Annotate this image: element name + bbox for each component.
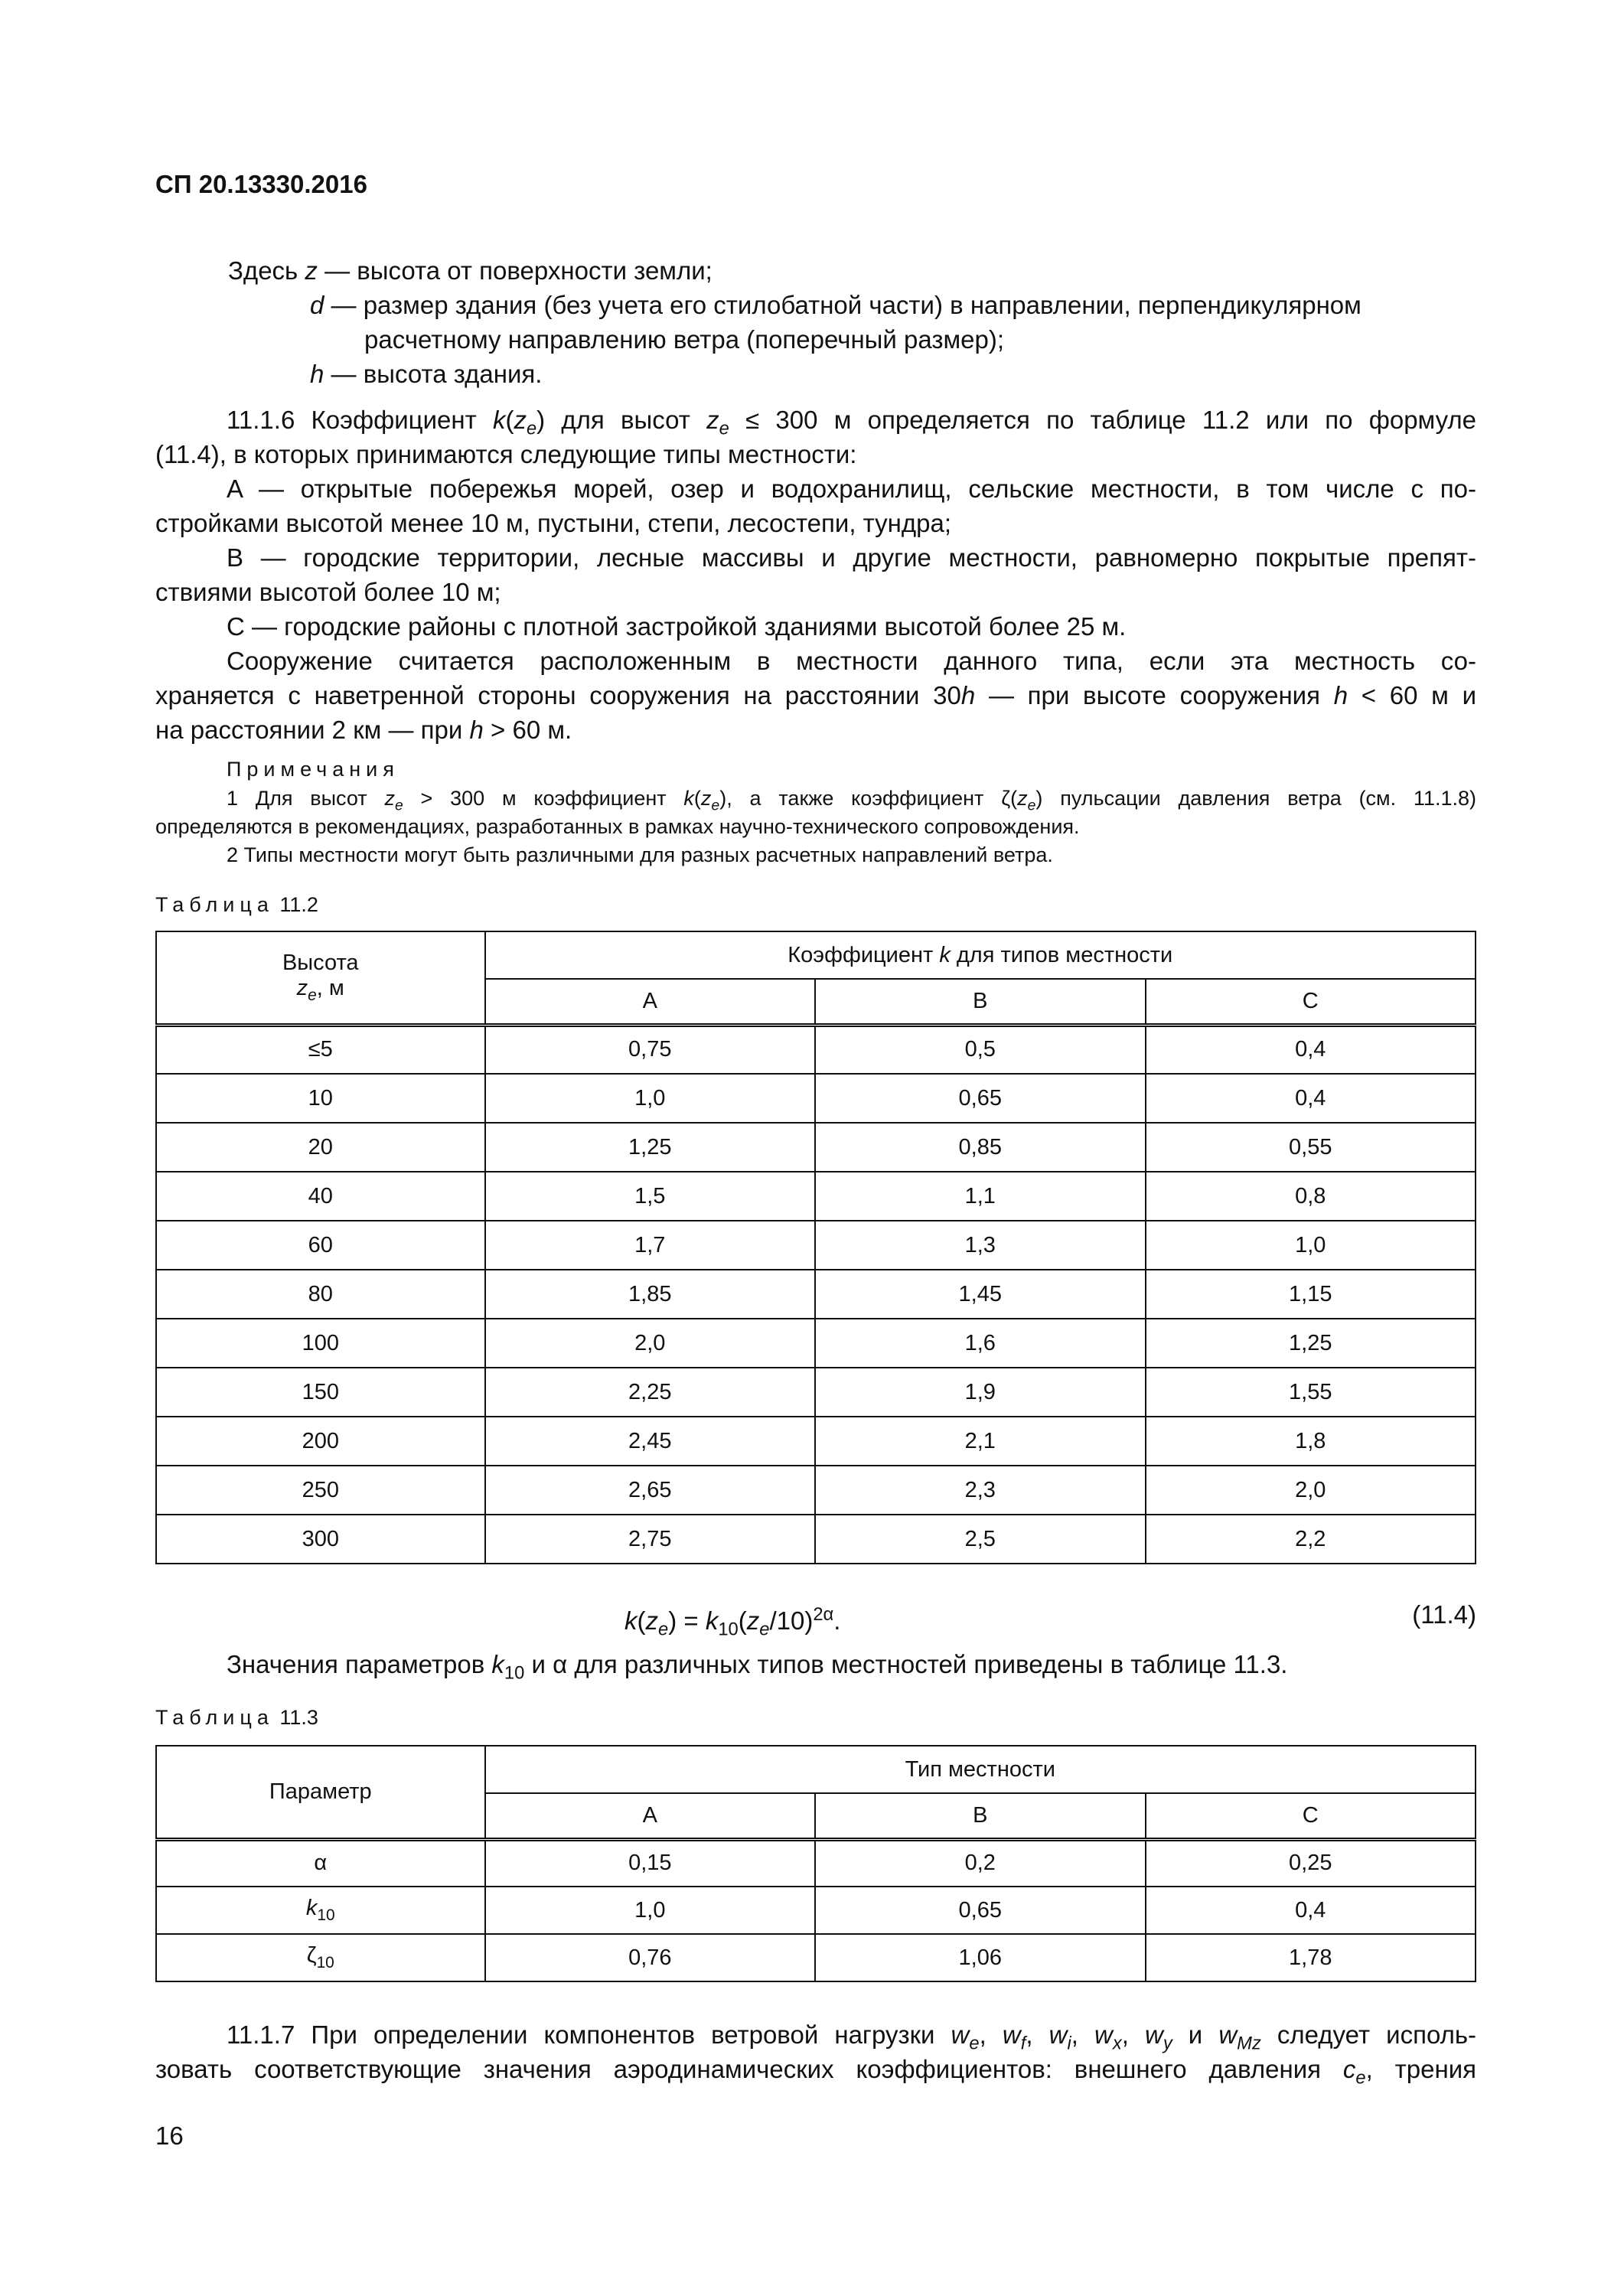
symbol-z: z	[1017, 787, 1028, 810]
text: и	[1172, 2020, 1219, 2049]
height-cell: 300	[156, 1515, 485, 1564]
table-row	[156, 1417, 1476, 1466]
header-col-b: B	[815, 979, 1145, 1025]
coefficient-cell: 2,5	[815, 1515, 1145, 1564]
table-row	[156, 1270, 1476, 1319]
symbol-z: z	[645, 1606, 658, 1635]
header-terrain-type: Тип местности	[485, 1746, 1476, 1793]
caption-number: 11.2	[279, 893, 318, 916]
coefficient-cell: 2,0	[485, 1319, 815, 1368]
para-1116-line-8: Сооружение считается расположенным в местности данного типа, если эта местность со-	[227, 647, 1476, 675]
text: храняется с наветренной стороны сооружения на расстоянии 30	[155, 681, 961, 709]
text: , а также коэффициент ζ(	[726, 787, 1018, 810]
header-parameter: Параметр	[156, 1746, 485, 1839]
header-coefficient	[485, 931, 1476, 979]
table-row	[156, 1466, 1476, 1515]
symbol-k: k	[624, 1606, 638, 1635]
subscript-10: 10	[316, 1953, 334, 1971]
text: — при высоте сооружения	[975, 681, 1334, 709]
subscript-10: 10	[504, 1662, 525, 1684]
symbol-zeta: ζ	[306, 1943, 317, 1968]
definitions-line-d-cont: расчетному направлению ветра (поперечный размер);	[364, 325, 1005, 354]
symbol-z: z	[305, 256, 318, 285]
subscript-e: e	[711, 797, 720, 814]
definitions-intro: Здесь	[228, 256, 298, 285]
header-height-label: Высота	[282, 950, 359, 975]
w-f: $w_f$	[1002, 2020, 1026, 2054]
symbol-z: z	[296, 975, 308, 1000]
symbol-h: h	[310, 360, 324, 388]
coefficient-cell: 1,7	[485, 1221, 815, 1270]
subscript-e: e	[526, 418, 537, 439]
table-row	[156, 1368, 1476, 1417]
coefficient-cell: 0,4	[1146, 1074, 1476, 1123]
symbol-h: h	[469, 716, 484, 744]
definitions-line-z	[228, 253, 713, 288]
coefficient-cell: 2,25	[485, 1368, 815, 1417]
table-row	[156, 1172, 1476, 1221]
w-mz: $w_{Mz}$	[1218, 2020, 1261, 2054]
header-col-c: C	[1146, 1793, 1476, 1839]
subscript-e: e	[759, 1619, 770, 1640]
coefficient-cell: 1,25	[1146, 1319, 1476, 1368]
w-e: $w_e$	[951, 2020, 980, 2054]
text: ≤ 300 м определяется по таблице 11.2 или по формуле	[729, 406, 1476, 434]
header-col-a: A	[485, 1793, 815, 1839]
row-param-k10	[156, 1887, 485, 1934]
subscript-e: e	[394, 797, 403, 814]
coefficient-cell: 1,45	[815, 1270, 1145, 1319]
w-x: $w_x$	[1094, 2020, 1122, 2054]
coefficient-cell: 1,85	[485, 1270, 815, 1319]
subscript-e: e	[719, 418, 729, 439]
symbol-k: k	[683, 787, 694, 810]
header-col-a: A	[485, 979, 815, 1025]
symbol-z: z	[706, 406, 719, 434]
note-1-line-1: 1 Для высот $z_e > 300$ м коэффициент $k(z_e)$, а также коэффициент $\zeta(z_e)$ пульсации давления ветра (см. 11.1.8)	[227, 787, 1476, 814]
subscript-e: e	[1027, 797, 1036, 814]
coefficient-cell: 0,8	[1146, 1172, 1476, 1221]
definition-text: высота от поверхности земли;	[357, 256, 713, 285]
symbol-z: z	[700, 787, 712, 810]
symbol-z: z	[514, 406, 527, 434]
symbol-h: h	[1333, 681, 1348, 709]
coefficient-cell: 1,55	[1146, 1368, 1476, 1417]
caption-word: Таблица	[155, 1706, 274, 1729]
header-col-c: C	[1146, 979, 1476, 1025]
coefficient-cell: 2,45	[485, 1417, 815, 1466]
para-1116-line-7: C — городские районы с плотной застройкой зданиями высотой более 25 м.	[227, 612, 1127, 641]
dash: —	[324, 291, 364, 319]
coefficient-cell: 1,0	[485, 1074, 815, 1123]
para-1116-line-5: B — городские территории, лесные массивы и другие местности, равномерно покрытые препят-	[227, 543, 1476, 572]
header-height	[156, 931, 485, 1025]
table-row	[156, 1025, 1476, 1074]
symbol-z: z	[746, 1606, 760, 1635]
formula-11-4: $k(z_e) = k_{10}(z_e/10)^{2\alpha}$.	[624, 1604, 841, 1640]
note-2: 2 Типы местности могут быть различными для разных расчетных направлений ветра.	[227, 843, 1053, 866]
table-cell: 0,2	[815, 1839, 1145, 1887]
coefficient-cell: 0,65	[815, 1074, 1145, 1123]
exponent: 2α	[813, 1604, 834, 1625]
table-row	[156, 1319, 1476, 1368]
height-cell: 200	[156, 1417, 485, 1466]
height-cell: 150	[156, 1368, 485, 1417]
text: зовать соответствующие значения аэродинамических коэффициентов: внешнего давления	[155, 2055, 1343, 2083]
table-11-3	[155, 1745, 1476, 1982]
coefficient-cell: 0,55	[1146, 1123, 1476, 1172]
symbol-k: k	[492, 406, 506, 434]
symbol-h: h	[960, 681, 976, 709]
symbol-k: k	[305, 1896, 318, 1921]
table-row	[156, 1221, 1476, 1270]
subscript-e: e	[308, 986, 317, 1004]
equals: =	[677, 1606, 706, 1635]
coefficient-cell: 1,9	[815, 1368, 1145, 1417]
coefficient-cell: 2,1	[815, 1417, 1145, 1466]
table-row	[156, 1515, 1476, 1564]
height-cell: 10	[156, 1074, 485, 1123]
symbol-d: d	[310, 291, 324, 319]
text: на расстоянии 2 км — при	[155, 716, 470, 744]
table-row	[156, 1123, 1476, 1172]
para-1116-line-4: стройками высотой менее 10 м, пустыни, степи, лесостепи, тундра;	[155, 509, 952, 537]
table-row	[156, 1934, 1476, 1981]
text: , трения	[1365, 2055, 1476, 2083]
text: 1 Для высот	[227, 787, 385, 810]
symbol-k: k	[705, 1606, 719, 1635]
coefficient-cell: 1,3	[815, 1221, 1145, 1270]
coefficient-cell: 2,75	[485, 1515, 815, 1564]
header-col-b: B	[815, 1793, 1145, 1839]
document-code: СП 20.13330.2016	[155, 170, 367, 198]
table-cell: 0,65	[815, 1887, 1145, 1934]
para-1116-line-6: ствиями высотой более 10 м;	[155, 578, 501, 606]
row-param-zeta10	[156, 1934, 485, 1981]
coefficient-cell: 2,0	[1146, 1466, 1476, 1515]
para-params	[227, 1647, 1287, 1691]
c-e: $c_e$	[1342, 2055, 1366, 2089]
subscript-10: 10	[317, 1906, 335, 1924]
text: > 300 м коэффициент	[403, 787, 684, 810]
dash: —	[317, 256, 357, 285]
page-number: 16	[155, 2122, 184, 2150]
para-1116-line-9	[155, 678, 1476, 713]
table-cell: 1,78	[1146, 1934, 1476, 1981]
coefficient-cell: 0,4	[1146, 1025, 1476, 1074]
coefficient-cell: 0,75	[485, 1025, 815, 1074]
table-cell: 1,06	[815, 1934, 1145, 1981]
table-row	[156, 1074, 1476, 1123]
row-param-alpha: α	[156, 1839, 485, 1887]
coefficient-cell: 1,0	[1146, 1221, 1476, 1270]
table-11-2	[155, 931, 1476, 1564]
w-y: $w_y$	[1144, 2020, 1172, 2054]
text: > 60 м.	[483, 716, 572, 744]
para-1116-line-3: A — открытые побережья морей, озер и водохранилищ, сельские местности, в том числе с по-	[227, 475, 1476, 503]
text: ) пульсации давления ветра (см. 11.1.8)	[1035, 787, 1476, 810]
text: и α для различных типов местностей приведены в таблице 11.3.	[524, 1650, 1288, 1678]
coefficient-cell: 0,85	[815, 1123, 1145, 1172]
subscript-10: 10	[718, 1619, 739, 1640]
para-1117-line-2	[155, 2052, 1476, 2095]
height-cell: 40	[156, 1172, 485, 1221]
text: Значения параметров	[227, 1650, 492, 1678]
coefficient-cell: 1,5	[485, 1172, 815, 1221]
header-height-symbol	[157, 976, 484, 1005]
height-cell: 20	[156, 1123, 485, 1172]
subscript-e: e	[658, 1619, 669, 1640]
table-cell: 0,15	[485, 1839, 815, 1887]
caption-word: Таблица	[155, 893, 274, 916]
text: для типов местности	[950, 942, 1173, 967]
coefficient-cell: 1,1	[815, 1172, 1145, 1221]
note-1-line-2: определяются в рекомендациях, разработанных в рамках научно-технического сопровождения.	[155, 815, 1080, 838]
notes-title: Примечания	[227, 758, 399, 781]
coefficient-cell: 2,65	[485, 1466, 815, 1515]
text: для высот	[545, 406, 707, 434]
height-cell: 100	[156, 1319, 485, 1368]
coefficient-cell: 1,8	[1146, 1417, 1476, 1466]
symbol-k: k	[491, 1650, 504, 1678]
text: /10)	[769, 1606, 814, 1635]
table-cell: 0,76	[485, 1934, 815, 1981]
text: 11.1.7 При определении компонентов ветровой нагрузки	[227, 2020, 951, 2049]
definitions-line-d	[310, 288, 1361, 322]
text: 11.1.6 Коэффициент	[227, 406, 493, 434]
coefficient-cell: 2,3	[815, 1466, 1145, 1515]
table-row	[156, 1839, 1476, 1887]
coefficient-cell: 1,15	[1146, 1270, 1476, 1319]
height-cell: 80	[156, 1270, 485, 1319]
period: .	[833, 1606, 841, 1635]
para-1117-line-1: 11.1.7 При определении компонентов ветровой нагрузки $w_e$, $w_f$, $w_i$, $w_x$, $w_y$ и $w_{Mz}$ следует исполь-	[227, 2020, 1477, 2054]
caption-number: 11.3	[279, 1706, 318, 1729]
text: Коэффициент	[788, 942, 940, 967]
definition-text: размер здания (без учета его стилобатной части) в направлении, перпендикулярном	[363, 291, 1361, 319]
definitions-line-h	[310, 357, 542, 391]
height-cell: 60	[156, 1221, 485, 1270]
coefficient-cell: 1,25	[485, 1123, 815, 1172]
height-cell: 250	[156, 1466, 485, 1515]
dash: —	[324, 360, 364, 388]
height-cell: ≤5	[156, 1025, 485, 1074]
w-i: $w_i$	[1048, 2020, 1071, 2054]
table-cell: 0,25	[1146, 1839, 1476, 1887]
table-cell: 1,0	[485, 1887, 815, 1934]
table-row	[156, 1887, 1476, 1934]
table-cell: 0,4	[1146, 1887, 1476, 1934]
coefficient-cell: 2,2	[1146, 1515, 1476, 1564]
coefficient-cell: 1,6	[815, 1319, 1145, 1368]
unit: , м	[316, 975, 344, 1000]
para-1116-line-2: (11.4), в которых принимаются следующие типы местности:	[155, 440, 857, 468]
definition-text: высота здания.	[363, 360, 543, 388]
formula-number: (11.4)	[1412, 1600, 1476, 1629]
table-11-2-caption	[155, 891, 318, 918]
text: следует исполь-	[1260, 2020, 1477, 2049]
table-11-3-caption	[155, 1704, 318, 1731]
symbol-z: z	[384, 787, 395, 810]
symbol-k: k	[939, 942, 951, 967]
para-1116-line-1: 11.1.6 Коэффициент $k(z_e)$ для высот $z_e \le 300$ м определяется по таблице 11.2 или по формуле	[227, 406, 1476, 439]
para-1116-line-10	[155, 713, 572, 747]
text: < 60 м и	[1348, 681, 1477, 709]
coefficient-cell: 0,5	[815, 1025, 1145, 1074]
